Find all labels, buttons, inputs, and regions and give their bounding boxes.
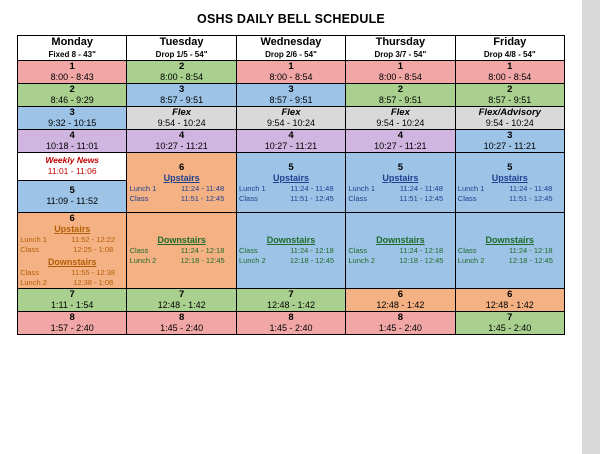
lunch-line xyxy=(127,194,235,204)
flex-label: Flex xyxy=(281,107,301,118)
period-number: 1 xyxy=(397,61,404,72)
period-number: 7 xyxy=(507,312,513,323)
period-number: 1 xyxy=(69,61,75,72)
schedule-cell xyxy=(346,153,455,213)
period-time: 8:57 - 9:51 xyxy=(269,95,313,105)
column-header-sub: Drop 1/5 - 54" xyxy=(155,50,208,59)
period-time: 9:54 - 10:24 xyxy=(376,118,425,128)
lunch-line-time: 11:55 - 12:38 xyxy=(71,268,116,277)
lunch-line-time: 12:18 - 12:45 xyxy=(289,256,335,265)
table-row xyxy=(18,107,565,130)
page-edge-strip xyxy=(582,0,600,454)
lunch-line-time: 12:18 - 12:45 xyxy=(180,256,225,265)
period-number: 4 xyxy=(178,130,185,141)
schedule-cell xyxy=(346,107,455,130)
schedule-cell xyxy=(127,289,236,312)
column-header-sub: Drop 4/8 - 54" xyxy=(483,50,536,59)
period-time: 10:27 - 11:21 xyxy=(155,141,208,151)
flex-label: Flex xyxy=(390,107,410,118)
lunch-line-label: Lunch 1 xyxy=(20,235,47,244)
schedule-cell xyxy=(236,153,345,213)
lunch-line xyxy=(237,256,345,266)
lunch-group-label: Downstairs xyxy=(266,235,316,245)
schedule-cell xyxy=(236,130,345,153)
schedule-cell xyxy=(127,130,236,153)
period-time: 10:27 - 11:21 xyxy=(264,141,318,151)
period-time: 9:54 - 10:24 xyxy=(485,118,534,128)
bell-schedule-table xyxy=(17,35,565,335)
schedule-cell xyxy=(455,84,564,107)
lunch-line xyxy=(456,194,564,204)
lunch-line xyxy=(456,184,564,194)
lunch-line-label: Class xyxy=(238,193,258,203)
lunch-group-label: Downstairs xyxy=(485,235,535,245)
flex-label: Flex xyxy=(172,107,192,118)
lunch-line-label: Class xyxy=(129,193,149,203)
lunch-line-label: Lunch 1 xyxy=(457,183,485,193)
period-time: 9:32 - 10:15 xyxy=(48,118,97,128)
lunch-line-label: Lunch 2 xyxy=(457,256,485,265)
schedule-cell xyxy=(236,213,345,289)
column-header-thursday xyxy=(346,36,455,61)
lunch-line xyxy=(346,256,454,266)
lunch-line-time: 11:24 - 12:18 xyxy=(290,246,334,255)
lunch-line-label: Class xyxy=(348,246,368,255)
lunch-line-time: 12:18 - 12:45 xyxy=(399,256,444,265)
lunch-line-label: Class xyxy=(238,246,258,255)
period-number: 6 xyxy=(397,289,404,300)
schedule-cell xyxy=(127,107,236,130)
lunch-line-time: 11:51 - 12:45 xyxy=(508,193,553,203)
schedule-cell xyxy=(346,84,455,107)
schedule-cell xyxy=(236,84,345,107)
lunch-line-label: Lunch 2 xyxy=(238,256,266,265)
period-number: 3 xyxy=(288,84,294,95)
lunch-line-time: 11:51 - 12:45 xyxy=(180,193,225,203)
period-number: 1 xyxy=(288,61,294,72)
table-row xyxy=(18,84,565,107)
schedule-cell xyxy=(455,130,564,153)
period-number: 3 xyxy=(69,107,75,118)
schedule-cell xyxy=(346,312,455,335)
table-row xyxy=(18,289,565,312)
period-block xyxy=(18,180,126,212)
column-header-day: Wednesday xyxy=(260,36,322,48)
table-body xyxy=(18,61,565,335)
schedule-cell xyxy=(455,107,564,130)
weekly-news-time: 11:01 - 11:06 xyxy=(47,166,97,176)
lunch-line-time: 11:24 - 12:18 xyxy=(399,246,444,255)
lunch-group xyxy=(18,224,126,255)
period-time: 8:00 - 8:54 xyxy=(378,72,422,82)
page-title: OSHS DAILY BELL SCHEDULE xyxy=(197,12,385,26)
table-row xyxy=(18,153,565,213)
period-number: 6 xyxy=(178,161,185,173)
period-number: 4 xyxy=(397,130,404,141)
lunch-group-label: Upstairs xyxy=(163,172,200,183)
lunch-line-label: Lunch 1 xyxy=(129,183,157,193)
lunch-line-time: 11:24 - 12:18 xyxy=(180,246,225,255)
period-time: 10:27 - 11:21 xyxy=(374,141,427,151)
period-number: 7 xyxy=(69,289,75,300)
period-time: 12:48 - 1:42 xyxy=(266,300,315,310)
period-time: 8:46 - 9:29 xyxy=(50,95,94,105)
period-time: 1:45 - 2:40 xyxy=(488,323,532,333)
period-number: 7 xyxy=(178,289,185,300)
lunch-group xyxy=(18,257,126,288)
column-header-wednesday xyxy=(236,36,345,61)
schedule-cell xyxy=(455,312,564,335)
lunch-line-time: 11:51 - 12:45 xyxy=(399,193,444,203)
schedule-cell xyxy=(236,107,345,130)
column-header-day: Friday xyxy=(493,36,527,48)
schedule-cell xyxy=(346,213,455,289)
period-number: 6 xyxy=(507,289,513,300)
schedule-cell xyxy=(127,61,236,84)
lunch-line-time: 11:24 - 11:48 xyxy=(509,183,553,193)
period-time: 9:54 - 10:24 xyxy=(157,118,206,128)
period-time: 8:00 - 8:43 xyxy=(50,72,94,82)
lunch-line-time: 11:24 - 11:48 xyxy=(290,183,334,193)
lunch-group-label: Upstairs xyxy=(54,224,91,234)
lunch-line xyxy=(456,246,564,256)
schedule-cell xyxy=(455,213,564,289)
table-row xyxy=(18,312,565,335)
lunch-line xyxy=(237,184,345,194)
schedule-cell xyxy=(18,153,127,213)
lunch-line-label: Class xyxy=(348,193,368,203)
column-header-monday xyxy=(18,36,127,61)
period-time: 8:57 - 9:51 xyxy=(378,95,422,105)
schedule-cell xyxy=(127,312,236,335)
period-number: 5 xyxy=(397,161,404,173)
schedule-cell xyxy=(236,312,345,335)
period-number: 4 xyxy=(288,130,294,141)
weekly-news-block xyxy=(18,153,126,180)
schedule-cell xyxy=(18,312,127,335)
period-time: 8:00 - 8:54 xyxy=(269,72,313,82)
period-time: 1:45 - 2:40 xyxy=(269,323,313,333)
period-time: 9:54 - 10:24 xyxy=(266,118,315,128)
period-time: 8:57 - 9:51 xyxy=(160,95,204,105)
schedule-cell xyxy=(346,130,455,153)
schedule-cell xyxy=(18,213,127,289)
column-header-day: Tuesday xyxy=(159,36,204,48)
lunch-line xyxy=(18,235,126,245)
schedule-cell xyxy=(18,130,127,153)
lunch-line-time: 11:51 - 12:45 xyxy=(290,193,334,203)
lunch-group-label: Upstairs xyxy=(272,172,309,183)
period-time: 10:18 - 11:01 xyxy=(46,141,99,151)
column-header-day: Monday xyxy=(51,36,93,48)
schedule-cell xyxy=(455,289,564,312)
column-header-sub: Drop 3/7 - 54" xyxy=(374,50,427,59)
period-time: 8:57 - 9:51 xyxy=(488,95,532,105)
lunch-group-label: Downstairs xyxy=(157,235,206,245)
lunch-line-label: Lunch 1 xyxy=(238,183,266,193)
lunch-line-label: Class xyxy=(129,246,149,255)
lunch-group-label: Downstairs xyxy=(47,257,97,267)
lunch-line-label: Class xyxy=(20,268,39,277)
schedule-cell xyxy=(18,289,127,312)
table-row xyxy=(18,61,565,84)
period-time: 1:45 - 2:40 xyxy=(160,323,204,333)
period-number: 8 xyxy=(69,312,75,323)
lunch-line-time: 11:24 - 11:48 xyxy=(181,183,225,193)
lunch-line-label: Class xyxy=(457,246,477,255)
column-header-day: Thursday xyxy=(375,36,426,48)
table-header-row xyxy=(18,36,565,61)
period-number: 7 xyxy=(288,289,294,300)
lunch-line-label: Lunch 2 xyxy=(129,256,157,265)
lunch-line xyxy=(18,278,126,288)
lunch-line xyxy=(237,194,345,204)
lunch-group-label: Upstairs xyxy=(491,172,528,183)
lunch-line xyxy=(18,268,126,278)
schedule-cell xyxy=(346,61,455,84)
lunch-line xyxy=(18,245,126,255)
period-number: 6 xyxy=(69,213,75,224)
column-header-tuesday xyxy=(127,36,236,61)
period-number: 3 xyxy=(507,130,513,141)
period-time: 12:48 - 1:42 xyxy=(485,300,534,310)
schedule-cell xyxy=(346,289,455,312)
lunch-line xyxy=(346,194,454,204)
lunch-line-time: 12:18 - 12:45 xyxy=(508,256,553,265)
lunch-line xyxy=(237,246,345,256)
column-header-friday xyxy=(455,36,564,61)
lunch-group-label: Upstairs xyxy=(382,172,419,183)
schedule-cell xyxy=(236,289,345,312)
period-number: 8 xyxy=(178,312,185,323)
lunch-line xyxy=(346,246,454,256)
lunch-line-time: 11:52 - 12:22 xyxy=(71,235,116,244)
period-number: 3 xyxy=(178,84,185,95)
period-number: 2 xyxy=(69,84,75,95)
period-time: 8:00 - 8:54 xyxy=(160,72,204,82)
flex-label: Flex/Advisory xyxy=(478,107,541,118)
lunch-line xyxy=(456,256,564,266)
lunch-line-time: 11:24 - 12:18 xyxy=(508,246,553,255)
column-header-sub: Fixed 8 - 43" xyxy=(48,50,96,59)
period-number: 4 xyxy=(69,130,75,141)
column-header-sub: Drop 2/6 - 54" xyxy=(265,50,317,59)
period-number: 8 xyxy=(397,312,404,323)
schedule-cell xyxy=(18,107,127,130)
period-number: 2 xyxy=(178,61,185,72)
lunch-line xyxy=(127,246,235,256)
schedule-cell xyxy=(18,61,127,84)
period-time: 12:48 - 1:42 xyxy=(157,300,206,310)
period-number: 2 xyxy=(507,84,513,95)
lunch-line-label: Lunch 2 xyxy=(348,256,376,265)
period-number: 1 xyxy=(507,61,513,72)
lunch-line-time: 12:25 - 1:08 xyxy=(73,245,114,254)
schedule-cell xyxy=(236,61,345,84)
table-row xyxy=(18,213,565,289)
period-time: 1:45 - 2:40 xyxy=(378,323,422,333)
period-number: 5 xyxy=(288,161,294,173)
period-time: 11:09 - 11:52 xyxy=(46,196,99,206)
schedule-cell xyxy=(455,61,564,84)
schedule-cell xyxy=(127,84,236,107)
period-time: 1:11 - 1:54 xyxy=(51,300,94,310)
schedule-cell xyxy=(18,84,127,107)
lunch-line xyxy=(346,184,454,194)
lunch-line-label: Lunch 1 xyxy=(348,183,376,193)
table-row xyxy=(18,130,565,153)
period-number: 5 xyxy=(69,185,75,196)
schedule-cell xyxy=(455,153,564,213)
lunch-line-time: 12:38 - 1:08 xyxy=(73,278,114,287)
period-number: 8 xyxy=(288,312,294,323)
lunch-line xyxy=(127,256,235,266)
period-time: 10:27 - 11:21 xyxy=(483,141,536,151)
period-time: 1:57 - 2:40 xyxy=(50,323,94,333)
weekly-news-label: Weekly News xyxy=(45,155,100,165)
period-number: 2 xyxy=(397,84,404,95)
schedule-cell xyxy=(127,153,236,213)
schedule-cell xyxy=(127,213,236,289)
lunch-line-time: 11:24 - 11:48 xyxy=(399,183,443,193)
lunch-line-label: Lunch 2 xyxy=(20,278,47,287)
period-number: 5 xyxy=(507,161,513,173)
period-time: 8:00 - 8:54 xyxy=(488,72,532,82)
period-time: 12:48 - 1:42 xyxy=(376,300,425,310)
lunch-line-label: Class xyxy=(457,193,477,203)
lunch-group-label: Downstairs xyxy=(376,235,425,245)
lunch-line-label: Class xyxy=(20,245,39,254)
lunch-line xyxy=(127,184,235,194)
